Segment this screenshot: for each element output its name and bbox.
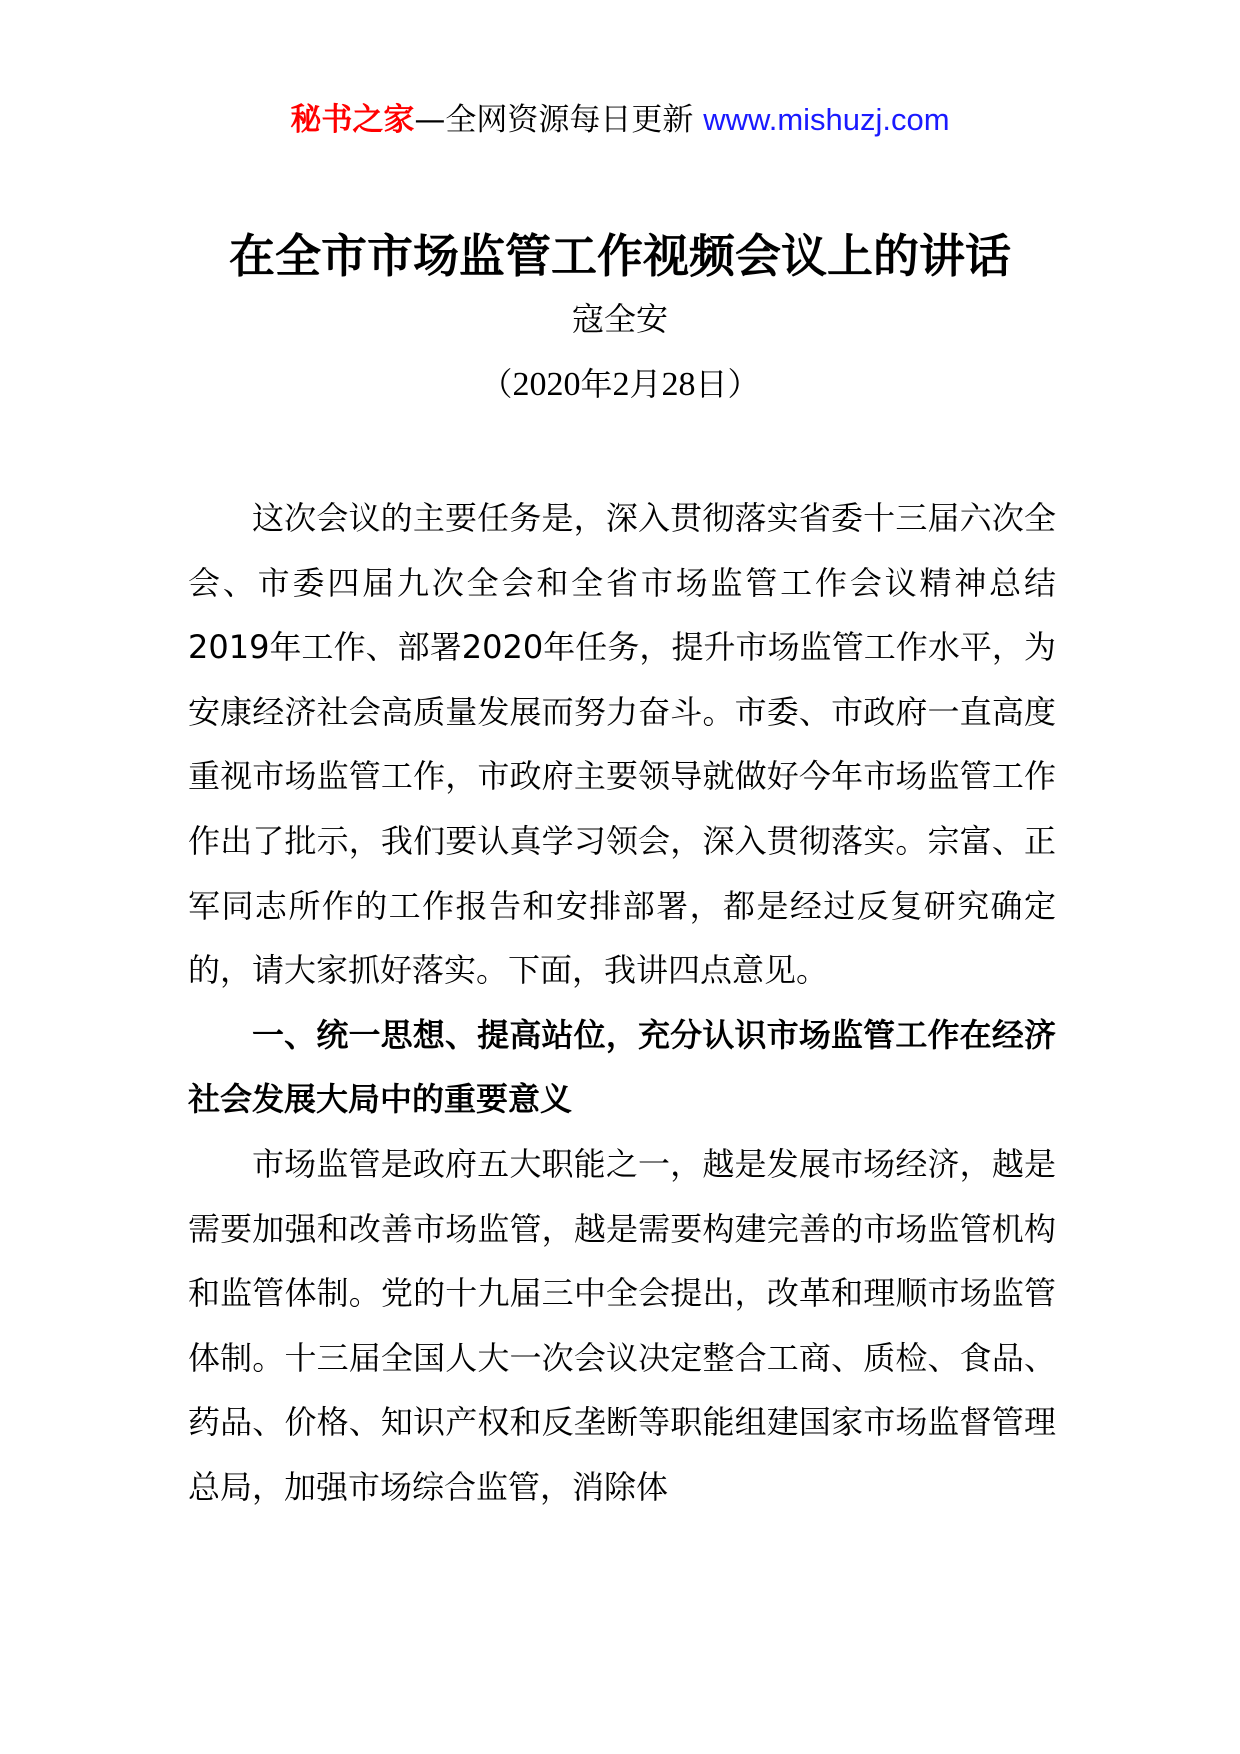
body-paragraph-intro: 这次会议的主要任务是，深入贯彻落实省委十三届六次全会、市委四届九次全会和全省市场监管工作会议精神总结2019年工作、部署2020年任务，提升市场监管工作水平，为安康经济社会高质量发展而努力奋斗。市委、市政府一直高度重视市场监管工作，市政府主要领导就做好今年市场监管工作作出了批示，我们要认真学习领会，深入贯彻落实。宗富、正军同志所作的工作报告和安排部署，都是经过反复研究确定的，请大家抓好落实。下面，我讲四点意见。: [188, 499, 1056, 990]
date-month-char: 月: [629, 365, 662, 403]
site-brand: 秘书之家: [290, 102, 415, 138]
body-paragraph-section-1: 市场监管是政府五大职能之一，越是发展市场经济，越是需要加强和改善市场监管，越是需要构建完善的市场监管机构和监管体制。党的十九届三中全会提出，改革和理顺市场监管体制。十三届全国人大一次会议决定整合工商、质检、食品、药品、价格、知识产权和反垄断等职能组建国家市场监督管理总局，加强市场综合监管，消除体: [188, 1144, 1056, 1506]
date-year: 2020: [512, 366, 581, 403]
document-date: [0, 362, 1240, 407]
section-heading-1: 一、统一思想、提高站位，充分认识市场监管工作在经济社会发展大局中的重要意义: [188, 1015, 1056, 1119]
site-banner: [0, 100, 1240, 140]
site-slogan: —全网资源每日更新: [414, 102, 704, 138]
document-author: 寇全安: [571, 300, 668, 338]
date-year-char: 年: [580, 365, 613, 403]
date-day: 28: [661, 366, 696, 403]
date-day-char: 日: [695, 365, 728, 403]
document-title: 在全市市场监管工作视频会议上的讲话: [229, 229, 1011, 283]
date-close-paren: ）: [727, 365, 760, 403]
site-url-link[interactable]: www.mishuzj.com: [703, 102, 950, 137]
date-open-paren: （: [480, 365, 513, 403]
date-month: 2: [612, 366, 630, 403]
document-body: [188, 486, 1056, 1520]
